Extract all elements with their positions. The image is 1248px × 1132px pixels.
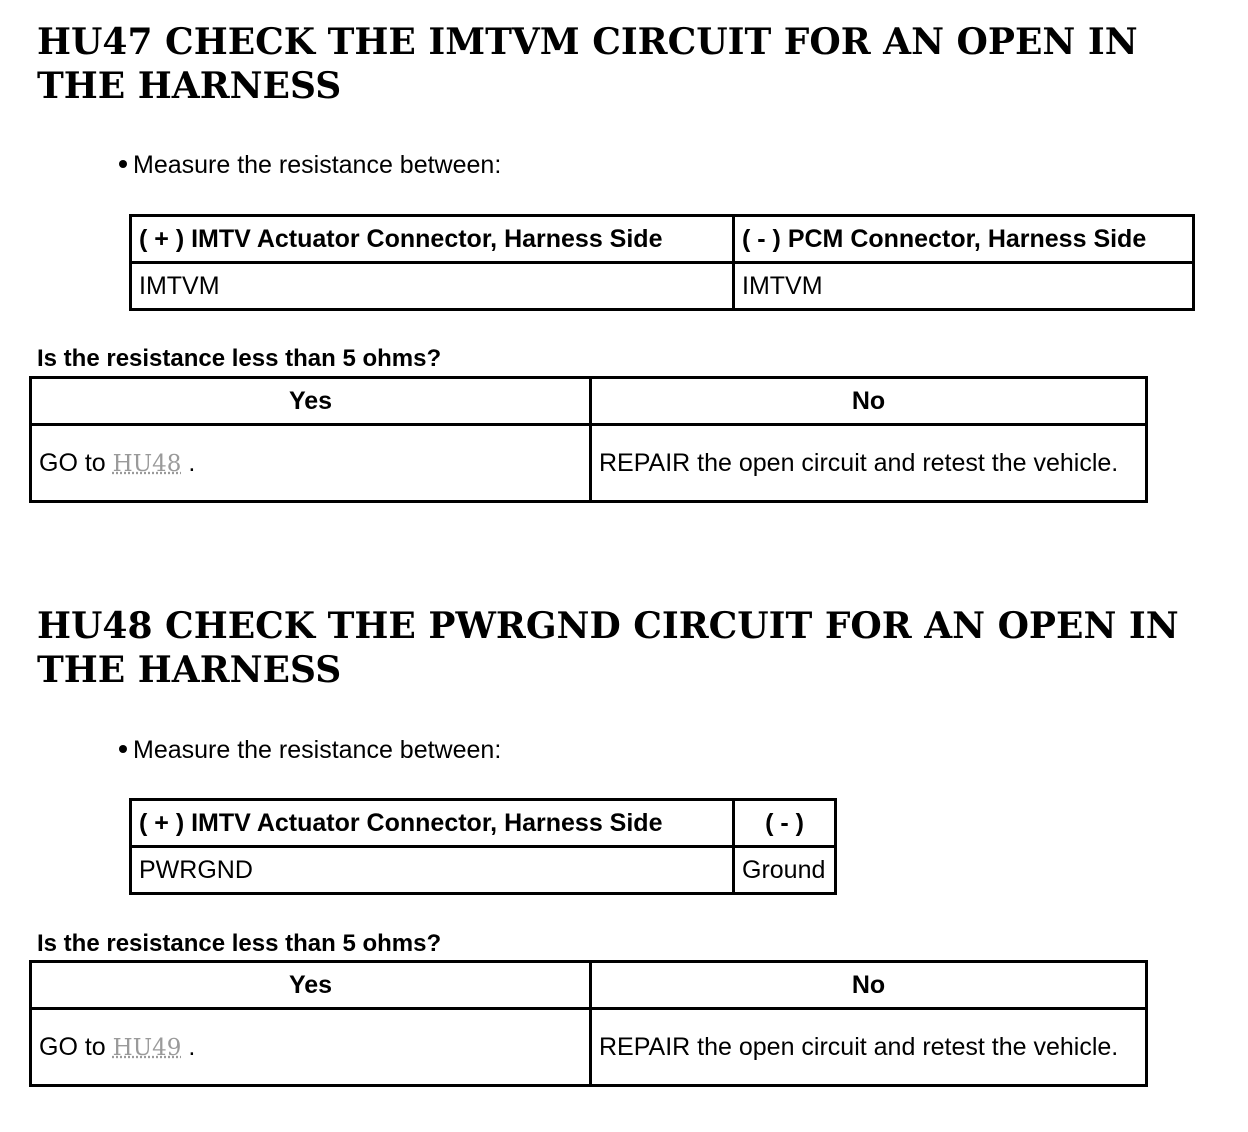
section-title: HU48 CHECK THE PWRGND CIRCUIT FOR AN OPEN IN THE HARNESS	[37, 605, 1179, 691]
negative-pin-cell: IMTVM	[734, 263, 1194, 310]
yes-prefix: GO to	[39, 1032, 106, 1061]
goto-hu49-link[interactable]: HU49	[112, 1034, 182, 1061]
positive-pin-cell: PWRGND	[131, 847, 734, 894]
table-row	[31, 425, 1147, 502]
table-header-row	[31, 962, 1147, 1009]
question-text: Is the resistance less than 5 ohms?	[37, 345, 442, 372]
yes-header: Yes	[31, 962, 591, 1009]
instruction-bullet	[119, 150, 501, 180]
negative-pin-cell: Ground	[734, 847, 836, 894]
table-header-row	[131, 800, 836, 847]
table-header-row	[131, 216, 1194, 263]
bullet-icon	[119, 160, 127, 168]
no-header: No	[591, 378, 1147, 425]
yes-header: Yes	[31, 378, 591, 425]
instruction-text: Measure the resistance between:	[133, 151, 502, 179]
yes-prefix: GO to	[39, 448, 106, 477]
measure-table	[129, 214, 1195, 311]
result-table	[29, 960, 1148, 1087]
positive-connector-header: ( + ) IMTV Actuator Connector, Harness Side	[131, 800, 734, 847]
table-row	[131, 847, 836, 894]
table-header-row	[31, 378, 1147, 425]
section-title: HU47 CHECK THE IMTVM CIRCUIT FOR AN OPEN IN THE HARNESS	[37, 21, 1138, 107]
bullet-icon	[119, 745, 127, 753]
yes-cell	[31, 425, 591, 502]
no-header: No	[591, 962, 1147, 1009]
no-cell: REPAIR the open circuit and retest the vehicle.	[591, 425, 1147, 502]
question-text: Is the resistance less than 5 ohms?	[37, 930, 442, 957]
negative-connector-header: ( - )	[734, 800, 836, 847]
yes-suffix: .	[188, 448, 196, 477]
no-cell: REPAIR the open circuit and retest the vehicle.	[591, 1009, 1147, 1086]
positive-connector-header: ( + ) IMTV Actuator Connector, Harness Side	[131, 216, 734, 263]
positive-pin-cell: IMTVM	[131, 263, 734, 310]
table-row	[131, 263, 1194, 310]
negative-connector-header: ( - ) PCM Connector, Harness Side	[734, 216, 1194, 263]
goto-hu48-link[interactable]: HU48	[112, 450, 182, 477]
instruction-text: Measure the resistance between:	[133, 736, 502, 764]
table-row	[31, 1009, 1147, 1086]
yes-suffix: .	[188, 1032, 196, 1061]
instruction-bullet	[119, 735, 501, 765]
result-table	[29, 376, 1148, 503]
yes-cell	[31, 1009, 591, 1086]
measure-table	[129, 798, 837, 895]
